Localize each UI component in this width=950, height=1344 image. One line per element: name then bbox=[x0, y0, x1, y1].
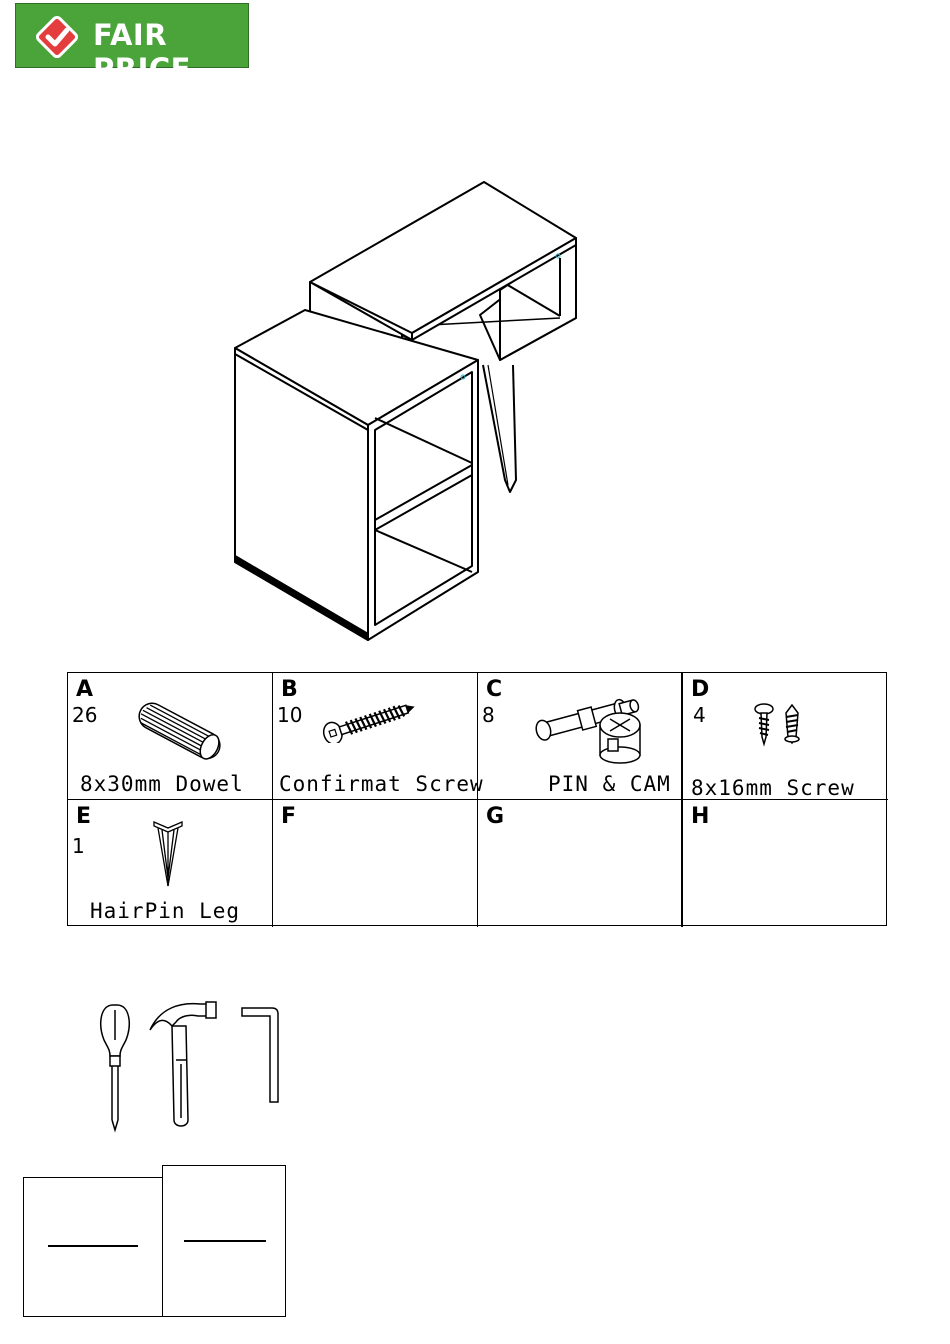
part-quantity: 26 bbox=[72, 703, 98, 727]
part-letter: A bbox=[76, 677, 94, 702]
part-quantity: 8 bbox=[482, 703, 495, 727]
product-illustration bbox=[220, 175, 590, 645]
part-quantity: 4 bbox=[693, 703, 706, 727]
check-box-2 bbox=[162, 1165, 286, 1317]
dowel-icon bbox=[128, 693, 233, 768]
part-letter: E bbox=[76, 804, 92, 829]
part-name: HairPin Leg bbox=[90, 899, 241, 923]
part-cell-e bbox=[68, 800, 273, 927]
part-quantity: 1 bbox=[72, 834, 85, 858]
part-letter: B bbox=[281, 677, 298, 702]
part-name: PIN & CAM bbox=[548, 772, 671, 796]
confirmat-screw-icon bbox=[318, 693, 423, 743]
checkmark-diamond-icon bbox=[34, 14, 80, 60]
hairpin-leg-icon bbox=[148, 816, 188, 891]
part-name: 8x30mm Dowel bbox=[80, 772, 244, 796]
allen-key-icon bbox=[242, 1008, 278, 1102]
pin-and-cam-icon bbox=[528, 681, 648, 771]
part-letter: G bbox=[486, 804, 505, 829]
part-cell-c bbox=[478, 673, 683, 800]
hardware-parts-table bbox=[67, 672, 887, 926]
part-quantity: 10 bbox=[277, 703, 303, 727]
part-letter: D bbox=[691, 677, 710, 702]
part-cell-a bbox=[68, 673, 273, 800]
part-name: 8x16mm Screw bbox=[691, 776, 855, 800]
part-cell-g bbox=[478, 800, 683, 927]
signature-line bbox=[184, 1240, 266, 1242]
signature-line bbox=[48, 1245, 138, 1247]
part-letter: C bbox=[486, 677, 503, 702]
part-letter: F bbox=[281, 804, 297, 829]
tools-required bbox=[95, 998, 295, 1138]
part-cell-b bbox=[273, 673, 484, 800]
part-letter: H bbox=[691, 804, 710, 829]
hammer-icon bbox=[150, 1002, 216, 1126]
check-box-1 bbox=[23, 1177, 164, 1317]
part-cell-f bbox=[273, 800, 478, 927]
part-name: Confirmat Screw bbox=[279, 772, 484, 796]
screwdriver-icon bbox=[101, 1005, 129, 1130]
part-cell-h bbox=[683, 800, 888, 927]
part-cell-d bbox=[683, 673, 888, 800]
wood-screw-icon bbox=[748, 699, 808, 749]
brand-name: FAIR PRICE bbox=[93, 18, 191, 86]
brand-logo bbox=[15, 3, 249, 86]
